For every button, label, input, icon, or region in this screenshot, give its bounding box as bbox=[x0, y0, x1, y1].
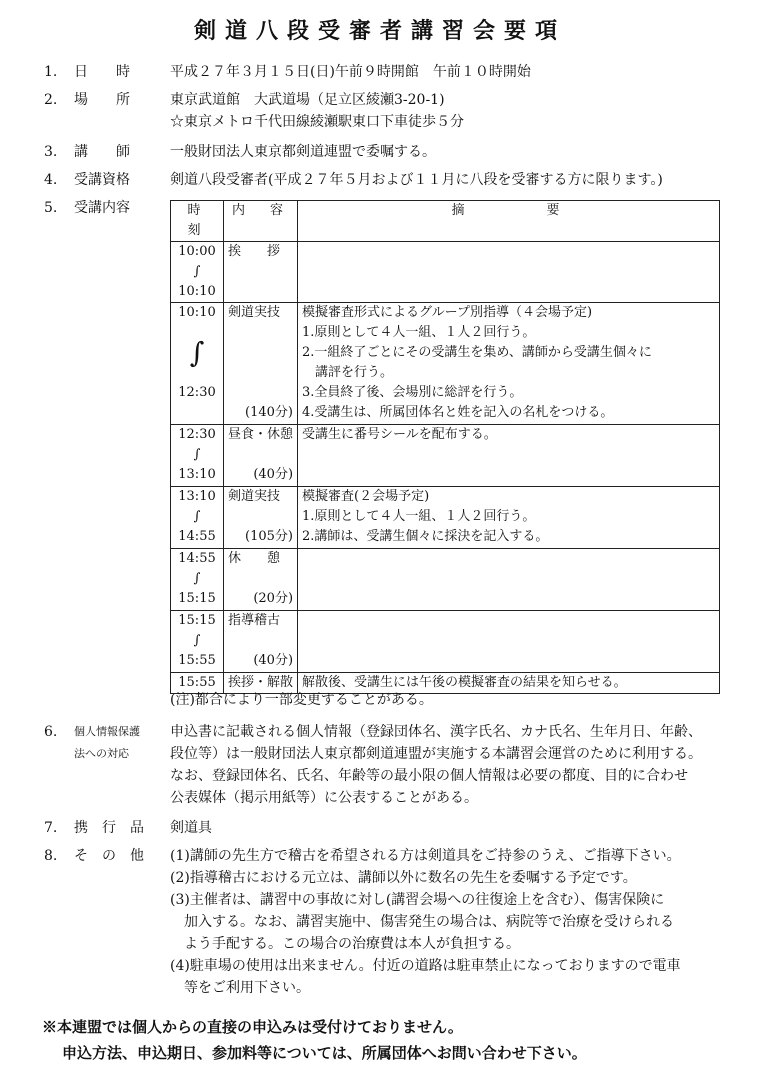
time-start: 12:30 bbox=[178, 427, 216, 442]
footer-notice: ※本連盟では個人からの直接の申込みは受付けておりません。 bbox=[42, 1018, 463, 1036]
section-text: 東京武道館 大武道場（足立区綾瀬3-20-1) bbox=[170, 92, 445, 108]
detail-line: 2.一組終了ごとにその受講生を集め、講師から受講生個々に bbox=[302, 345, 652, 360]
page-title: 剣道八段受審者講習会要項 bbox=[193, 18, 566, 44]
detail-line: 講評を行う。 bbox=[302, 365, 394, 380]
item-label: 指導稽古 bbox=[228, 613, 281, 628]
other-line: 等をご利用下さい。 bbox=[170, 980, 310, 996]
item-cell bbox=[224, 611, 298, 673]
details-cell bbox=[298, 611, 720, 673]
time-end: 15:55 bbox=[178, 653, 216, 668]
section-label: 場 所 bbox=[74, 92, 130, 108]
time-end: 13:10 bbox=[178, 467, 216, 482]
section-label: 受講資格 bbox=[74, 172, 130, 188]
item-duration: (140分) bbox=[245, 405, 294, 420]
privacy-line: 申込書に記載される個人情報（登録団体名、漢字氏名、カナ氏名、生年月日、年齢、 bbox=[170, 724, 702, 740]
other-line: (1)講師の先生方で稽古を希望される方は剣道具をご持参のうえ、ご指導下さい。 bbox=[170, 848, 681, 864]
table-row bbox=[171, 549, 720, 611]
item-duration: (40分) bbox=[253, 653, 294, 668]
section-label: 携 行 品 bbox=[74, 820, 144, 836]
header-time: 時 刻 bbox=[171, 201, 224, 242]
item-cell bbox=[224, 549, 298, 611]
section-label: 日 時 bbox=[74, 64, 130, 80]
header-content: 内 容 bbox=[224, 201, 298, 242]
other-line: よう手配する。この場合の治療費は本人が負担する。 bbox=[170, 936, 520, 952]
time-cell bbox=[171, 242, 224, 303]
time-start: 13:10 bbox=[178, 489, 216, 504]
time-range-mark: ∫ bbox=[193, 633, 201, 648]
time-start: 10:00 bbox=[178, 244, 216, 259]
footer-inquiry: 申込方法、申込期日、参加料等については、所属団体へお問い合わせ下さい。 bbox=[62, 1044, 587, 1062]
item-cell bbox=[224, 487, 298, 549]
item-label: 剣道実技 bbox=[228, 489, 281, 504]
item-label: 挨 拶 bbox=[228, 244, 281, 259]
time-cell bbox=[171, 487, 224, 549]
detail-line: 模擬審査(２会場予定) bbox=[302, 489, 430, 504]
item-cell bbox=[224, 425, 298, 487]
section-number: 7. bbox=[44, 820, 58, 836]
section-text: 剣道具 bbox=[170, 820, 212, 836]
time-end: 10:10 bbox=[178, 284, 216, 299]
time-range-mark: ∫ bbox=[193, 447, 201, 462]
time-end: 15:15 bbox=[178, 591, 216, 606]
detail-line: 受講生に番号シールを配布する。 bbox=[302, 427, 497, 442]
section-number: 4. bbox=[44, 172, 58, 188]
time-range-mark: ∫ bbox=[193, 264, 201, 279]
detail-line: 1.原則として４人一組、１人２回行う。 bbox=[302, 325, 536, 340]
detail-line: 1.原則として４人一組、１人２回行う。 bbox=[302, 509, 536, 524]
time-cell bbox=[171, 611, 224, 673]
section-label: そ の 他 bbox=[74, 848, 144, 864]
section-text: 一般財団法人東京都剣道連盟で委嘱する。 bbox=[170, 144, 436, 160]
privacy-line: 段位等）は一般財団法人東京都剣道連盟が実施する本講習会運営のために利用する。 bbox=[170, 746, 702, 762]
time-end: 12:30 bbox=[178, 385, 216, 400]
section-text: 平成２７年３月１５日(日)午前９時開館 午前１０時開始 bbox=[170, 64, 531, 80]
details-cell bbox=[298, 549, 720, 611]
details-cell bbox=[298, 303, 720, 425]
section-number: 5. bbox=[44, 200, 58, 216]
access-note: ☆東京メトロ千代田線綾瀬駅東口下車徒歩５分 bbox=[170, 114, 464, 130]
section-number: 8. bbox=[44, 848, 58, 864]
item-label: 剣道実技 bbox=[228, 305, 281, 320]
table-row bbox=[171, 611, 720, 673]
section-number: 3. bbox=[44, 144, 58, 160]
time-cell bbox=[171, 425, 224, 487]
table-row bbox=[171, 425, 720, 487]
time-end: 14:55 bbox=[178, 529, 216, 544]
other-line: (2)指導稽古における元立は、講師以外に数名の先生を委嘱する予定です。 bbox=[170, 870, 637, 886]
time-cell bbox=[171, 549, 224, 611]
detail-line: 3.全員終了後、会場別に総評を行う。 bbox=[302, 385, 523, 400]
detail-line: 模擬審査形式によるグループ別指導（４会場予定) bbox=[302, 305, 593, 320]
detail-line: 2.講師は、受講生個々に採決を記入する。 bbox=[302, 529, 549, 544]
section-number: 1. bbox=[44, 64, 58, 80]
time-range-mark: ∫ bbox=[193, 571, 201, 586]
privacy-line: 公表媒体（掲示用紙等）に公表することがある。 bbox=[170, 790, 478, 806]
item-cell bbox=[224, 303, 298, 425]
privacy-line: なお、登録団体名、氏名、年齢等の最小限の個人情報は必要の都度、目的に合わせ bbox=[170, 768, 688, 784]
table-row bbox=[171, 303, 720, 425]
header-summary: 摘 要 bbox=[298, 201, 720, 242]
schedule-table bbox=[170, 200, 720, 694]
section-label: 個人情報保護 bbox=[74, 725, 140, 738]
time-start: 15:15 bbox=[178, 613, 216, 628]
detail-line: 4.受講生は、所属団体名と姓を記入の名札をつける。 bbox=[302, 405, 614, 420]
time-range-mark: ∫ bbox=[189, 336, 205, 369]
details-cell bbox=[298, 487, 720, 549]
section-number: 6. bbox=[44, 724, 58, 740]
section-label: 受講内容 bbox=[74, 200, 130, 216]
schedule-header-row bbox=[171, 201, 720, 242]
item-label: 昼食・休憩 bbox=[228, 427, 294, 442]
time-range-mark: ∫ bbox=[193, 509, 201, 524]
other-line: 加入する。なお、講習実施中、傷害発生の場合は、病院等で治療を受けられる bbox=[170, 914, 674, 930]
other-line: (4)駐車場の使用は出来ません。付近の道路は駐車禁止になっておりますので電車 bbox=[170, 958, 681, 974]
details-cell bbox=[298, 242, 720, 303]
section-number: 2. bbox=[44, 92, 58, 108]
other-line: (3)主催者は、講習中の事故に対し(講習会場への往復途上を含む）、傷害保険に bbox=[170, 892, 665, 908]
item-label: 休 憩 bbox=[228, 551, 281, 566]
time-start: 14:55 bbox=[178, 551, 216, 566]
item-duration: (20分) bbox=[253, 591, 294, 606]
table-row bbox=[171, 487, 720, 549]
item-duration: (105分) bbox=[245, 529, 294, 544]
section-label: 講 師 bbox=[74, 144, 130, 160]
table-row bbox=[171, 242, 720, 303]
item-duration: (40分) bbox=[253, 467, 294, 482]
item-cell bbox=[224, 242, 298, 303]
detail-line: 解散後、受講生には午後の模擬審査の結果を知らせる。 bbox=[302, 675, 627, 690]
details-cell bbox=[298, 425, 720, 487]
section-label-cont: 法への対応 bbox=[74, 747, 129, 760]
time-start: 15:55 bbox=[178, 675, 216, 690]
section-text: 剣道八段受審者(平成２７年５月および１１月に八段を受審する方に限ります。) bbox=[170, 172, 663, 188]
item-label: 挨拶・解散 bbox=[228, 675, 294, 690]
time-cell bbox=[171, 303, 224, 425]
time-start: 10:10 bbox=[178, 305, 216, 320]
schedule-note: (注)都合により一部変更することがある。 bbox=[170, 692, 433, 708]
